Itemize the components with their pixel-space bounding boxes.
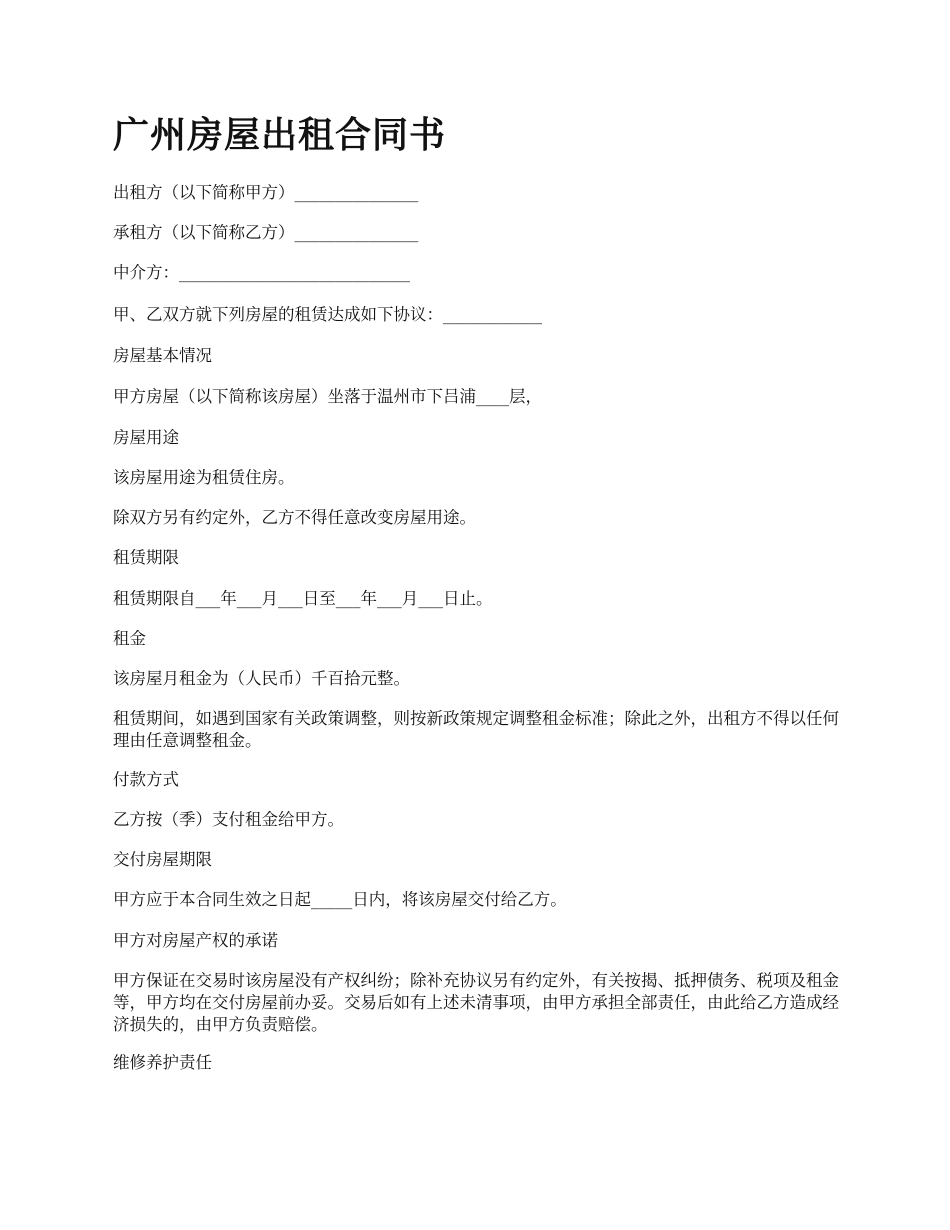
agent-line: 中介方：____________________________ [113,263,410,282]
term-paragraph: 租赁期限自___年___月___日至___年___月___日止。 [113,589,493,608]
agreement-intro: 甲、乙双方就下列房屋的租赁达成如下协议：____________ [113,305,542,324]
lessor-line: 出租方（以下简称甲方）_______________ [113,183,419,202]
usage-restriction-paragraph: 除双方另有约定外，乙方不得任意改变房屋用途。 [113,508,476,527]
property-location-paragraph: 甲方房屋（以下简称该房屋）坐落于温州市下吕浦____层， [113,387,542,406]
payment-paragraph: 乙方按（季）支付租金给甲方。 [113,810,344,829]
section-heading-usage: 房屋用途 [113,428,179,447]
section-heading-rent: 租金 [113,629,146,648]
usage-paragraph: 该房屋用途为租赁住房。 [113,468,295,487]
rent-amount-paragraph: 该房屋月租金为（人民币）千百拾元整。 [113,669,410,688]
section-heading-maintenance: 维修养护责任 [113,1053,212,1072]
section-heading-ownership: 甲方对房屋产权的承诺 [113,931,278,950]
section-heading-property: 房屋基本情况 [113,346,212,365]
section-heading-delivery: 交付房屋期限 [113,850,212,869]
section-heading-term: 租赁期限 [113,548,179,567]
lessee-line: 承租方（以下简称乙方）_______________ [113,223,419,242]
rent-adjustment-paragraph: 租赁期间，如遇到国家有关政策调整，则按新政策规定调整租金标准；除此之外，出租方不得以任何理由任意调整租金。 [113,709,839,750]
section-heading-payment: 付款方式 [113,770,179,789]
ownership-paragraph: 甲方保证在交易时该房屋没有产权纠纷；除补充协议另有约定外，有关按揭、抵押债务、税项及租金等，甲方均在交付房屋前办妥。交易后如有上述未清事项，由甲方承担全部责任，由此给乙方造成经济损失的，由甲方负责赔偿。 [113,971,839,1034]
delivery-paragraph: 甲方应于本合同生效之日起_____日内，将该房屋交付给乙方。 [113,890,567,909]
document-title: 广州房屋出租合同书 [113,115,447,156]
